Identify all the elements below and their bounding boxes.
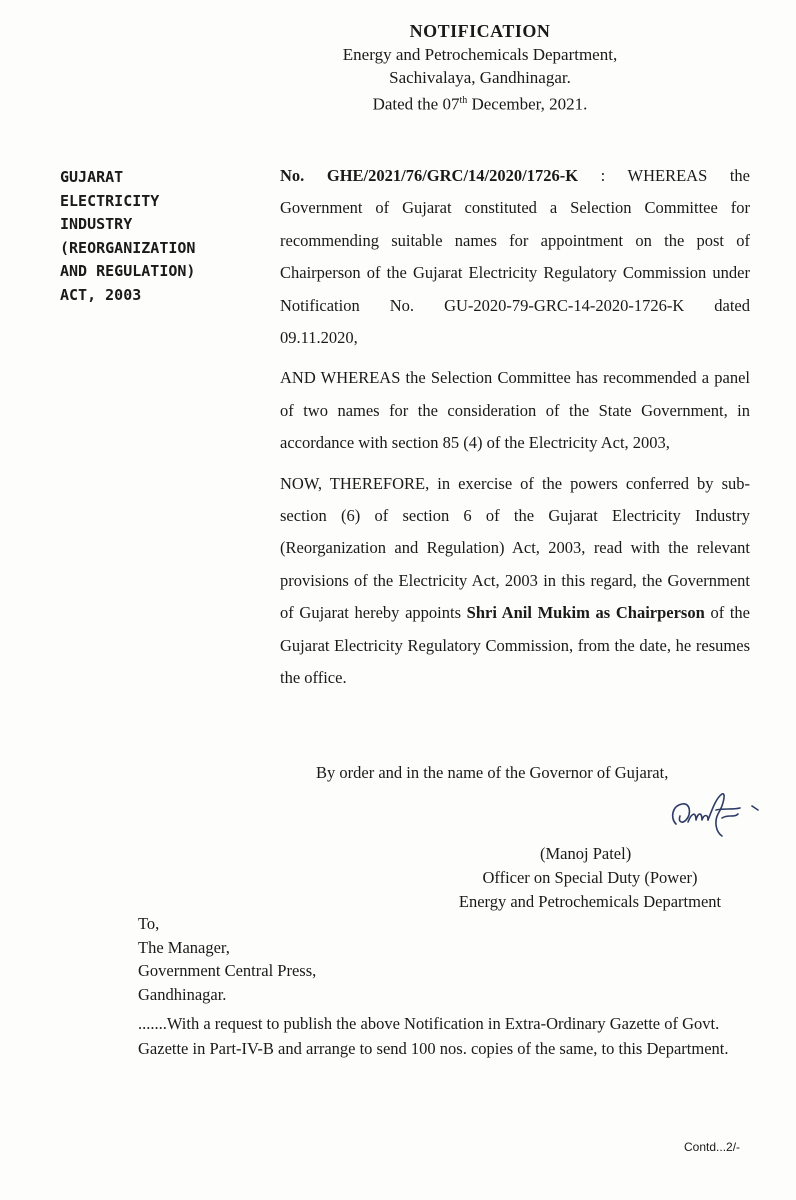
date-ordinal: th (459, 95, 468, 106)
whereas-paragraph-1 (280, 160, 750, 354)
now-therefore-lead: NOW, THEREFORE (280, 473, 426, 493)
margin-note-line: GUJARAT (60, 168, 124, 186)
address-line: Gandhinagar. (138, 984, 227, 1004)
continued-marker: Contd...2/- (684, 1140, 741, 1154)
address-line: Government Central Press, (138, 961, 317, 980)
whereas-paragraph-1-text: : WHEREAS the Government of Gujarat constituted a Selection Committee for recommending suitable names for appointment on the post of Chairperson of the Gujarat Electricity Regulatory Commission under Notification No. GU-2020-79-GRC-14-2020-1726-K dated 09.11.2020, (280, 166, 750, 348)
act-margin-note (60, 166, 250, 307)
appointee-name: Shri Anil Mukim as Chairperson (466, 603, 705, 623)
margin-note-line: INDUSTRY (60, 215, 133, 233)
department-name: Energy and Petrochemicals Department, (342, 45, 618, 64)
order-line: By order and in the name of the Governor of Gujarat, (316, 763, 669, 782)
appointment-text-1: , in exercise of the powers conferred by sub-section (6) of section 6 of the Gujarat Electricity Industry (Reorganization and Regulation) Act, 2003, read with the relevant provisions of the Electricity Act, 2003 in this regard, the Government of Gujarat hereby appoints (280, 473, 750, 623)
signatory-details (420, 842, 760, 914)
appointment-paragraph (280, 468, 750, 695)
address-line: The Manager, (138, 937, 230, 957)
appointment-text-2: of the Gujarat Electricity Regulatory Commission, from the date, he resumes the office. (280, 603, 751, 688)
whereas-paragraph-2: AND WHEREAS the Selection Committee has recommended a panel of two names for the consideration of the State Government, in accordance with section 85 (4) of the Electricity Act, 2003, (280, 368, 750, 453)
signatory-name: (Manoj Patel) (540, 844, 632, 863)
publication-request: .......With a request to publish the above Notification in Extra-Ordinary Gazette of Govt. Gazette in Part-IV-B and arrange to send 100 nos. copies of the same, to this Department. (138, 1014, 729, 1058)
margin-note-line: (REORGANIZATION (60, 238, 196, 257)
signatory-designation: Officer on Special Duty (Power) (482, 868, 698, 887)
notification-reference-number: No. GHE/2021/76/GRC/14/2020/1726-K (280, 166, 579, 185)
margin-note-line: ELECTRICITY (60, 191, 160, 210)
notification-title: NOTIFICATION (409, 21, 551, 41)
department-address: Sachivalaya, Gandhinagar. (389, 68, 571, 87)
notification-header (270, 20, 690, 116)
notification-body (280, 160, 750, 703)
handwritten-signature (658, 788, 768, 848)
signature-block (420, 790, 760, 940)
address-line: To, (138, 914, 160, 933)
margin-note-line: AND REGULATION) (60, 262, 196, 280)
date-suffix: December, 2021. (467, 94, 588, 114)
notification-date (270, 89, 690, 116)
date-prefix: Dated the 07 (372, 94, 460, 114)
margin-note-line: ACT, 2003 (60, 285, 142, 304)
signatory-department: Energy and Petrochemicals Department (458, 892, 722, 911)
recipient-address (138, 912, 316, 1006)
